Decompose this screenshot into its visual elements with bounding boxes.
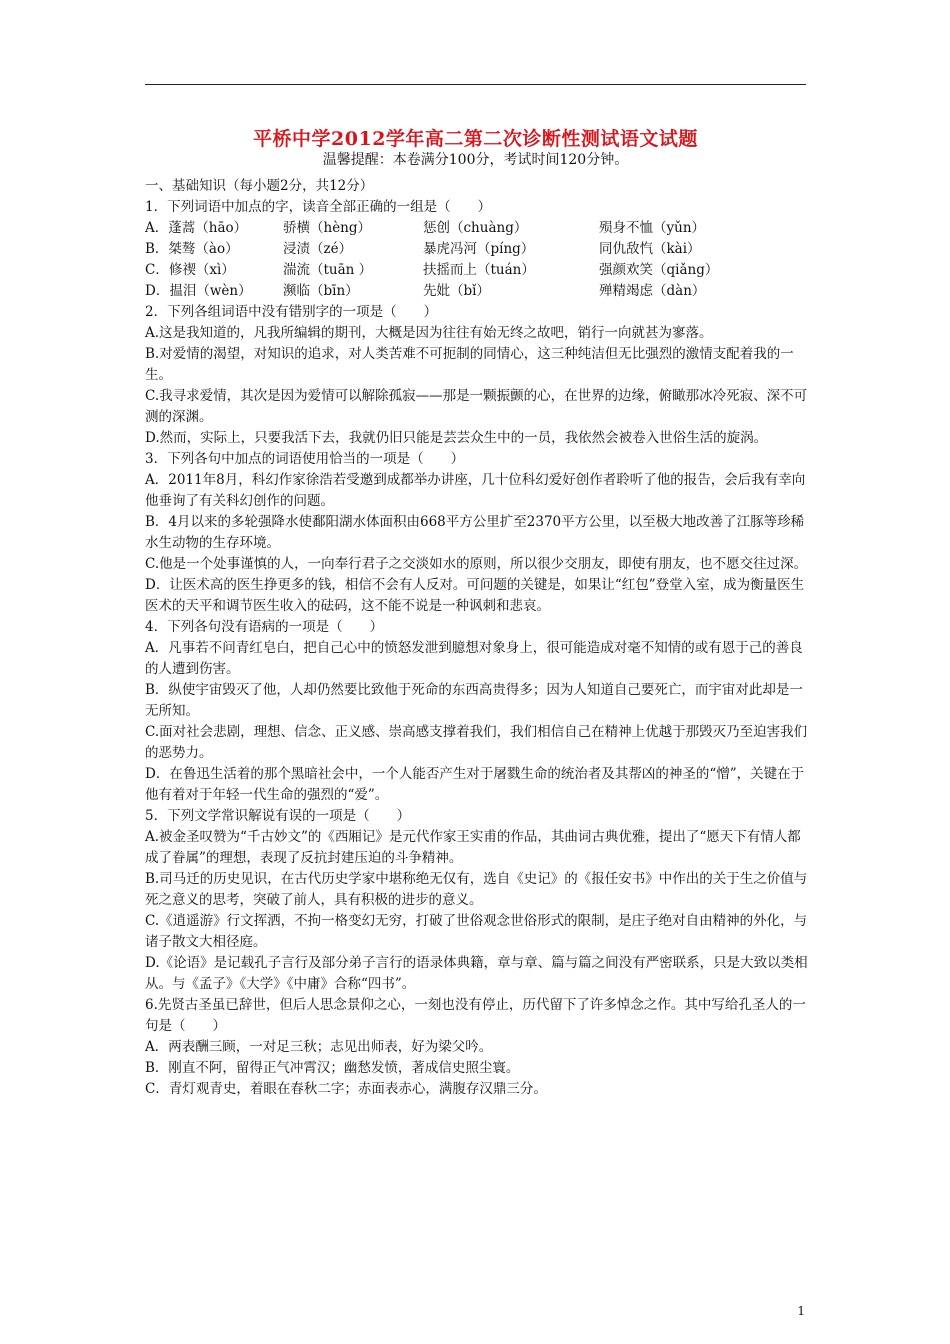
q1-a-4: 殒身不恤（yǔn）	[599, 220, 706, 236]
q1-b-3: 暴虎冯河（píng）	[423, 241, 535, 257]
question-1-stem: 1．下列词语中加点的字，读音全部正确的一组是（ ）	[145, 199, 492, 215]
question-1-row-d	[145, 281, 810, 302]
question-5-option-a: A.被金圣叹赞为“千古妙文”的《西厢记》是元代作家王实甫的作品，其曲词古典优雅，提出了“愿天下有情人都成了眷属”的理想，表现了反抗封建压迫的斗争精神。	[145, 829, 801, 866]
question-1-row-b	[145, 239, 810, 260]
q1-a-2: 骄横（hèng）	[283, 220, 372, 236]
q1-a-3: 惩创（chuàng）	[423, 220, 528, 236]
q1-d-2: 濒临（bīn）	[283, 283, 359, 299]
q1-b-1: B．桀骜（ào）	[145, 241, 239, 257]
question-2-stem: 2．下列各组词语中没有错别字的一项是（ ）	[145, 304, 438, 320]
exam-content	[145, 176, 810, 1100]
question-1-row-a	[145, 218, 810, 239]
q1-d-1: D．揾泪（wèn）	[145, 283, 252, 299]
question-4-option-d: D．在鲁迅生活着的那个黑暗社会中，一个人能否产生对于屠戮生命的统治者及其帮凶的神圣的“憎”，关键在于他有着对于年轻一代生命的强烈的“爱”。	[145, 766, 805, 803]
page-number: 1	[797, 1304, 805, 1318]
q1-d-3: 先妣（bǐ）	[423, 283, 490, 299]
question-4-stem: 4．下列各句没有语病的一项是（ ）	[145, 619, 384, 635]
header-rule	[145, 84, 806, 85]
q1-d-4: 殚精竭虑（dàn）	[599, 283, 706, 299]
question-4-option-b: B．纵使宇宙毁灭了他，人却仍然要比致他于死命的东西高贵得多；因为人知道自己要死亡，而宇宙对此却是一无所知。	[145, 682, 803, 719]
question-2-option-b: B.对爱情的渴望，对知识的追求，对人类苦难不可扼制的同情心，这三种纯洁但无比强烈的激情支配着我的一生。	[145, 346, 794, 383]
question-3-option-a: A．2011年8月，科幻作家徐浩若受邀到成都举办讲座，几十位科幻爱好创作者聆听了他的报告，会后我有幸向他垂询了有关科幻创作的问题。	[145, 472, 806, 509]
q1-b-2: 浸渍（zé）	[283, 241, 353, 257]
question-4-option-c: C.面对社会悲剧，理想、信念、正义感、崇高感支撑着我们，我们相信自己在精神上优越于那毁灭乃至迫害我们的恶势力。	[145, 724, 808, 761]
question-5-stem: 5．下列文学常识解说有误的一项是（ ）	[145, 808, 411, 824]
q1-c-1: C．修禊（xì）	[145, 262, 235, 278]
question-2-option-c: C.我寻求爱情，其次是因为爱情可以解除孤寂——那是一颗振颤的心，在世界的边缘，俯瞰那冰冷死寂、深不可测的深渊。	[145, 388, 808, 425]
section-heading: 一、基础知识（每小题2分，共12分）	[145, 178, 374, 194]
question-2-option-a: A.这是我知道的，凡我所编辑的期刊，大概是因为往往有始无终之故吧，销行一向就甚为寥落。	[145, 325, 713, 341]
q1-c-2: 湍流（tuān ）	[283, 262, 373, 278]
question-1-row-c	[145, 260, 810, 281]
q1-b-4: 同仇敌忾（kài）	[599, 241, 701, 257]
question-6-option-a: A．两表酬三顾，一对足三秋；志见出师表，好为梁父吟。	[145, 1039, 493, 1055]
question-6-option-b: B．刚直不阿，留得正气冲霄汉；幽愁发愤，著成信史照尘寰。	[145, 1060, 520, 1076]
question-3-option-d: D．让医术高的医生挣更多的钱，相信不会有人反对。可问题的关键是，如果让“红包”登堂入室，成为衡量医生医术的天平和调节医生收入的砝码，这不能不说是一种讽刺和悲哀。	[145, 577, 805, 614]
q1-a-1: A．蓬蒿（hāo）	[145, 220, 248, 236]
question-5-option-c: C.《逍遥游》行文挥洒，不拘一格变幻无穷，打破了世俗观念世俗形式的限制，是庄子绝对自由精神的外化，与诸子散文大相径庭。	[145, 913, 808, 950]
question-3-option-c: C.他是一个处事谨慎的人，一向奉行君子之交淡如水的原则，所以很少交朋友，即使有朋友，也不愿交往过深。	[145, 556, 808, 572]
q1-c-4: 强颜欢笑（qiǎng）	[599, 262, 719, 278]
question-4-option-a: A．凡事若不问青红皂白，把自己心中的愤怒发泄到臆想对象身上，很可能造成对毫不知情的或有恩于己的善良的人遭到伤害。	[145, 640, 803, 677]
question-6-stem: 6.先贤古圣虽已辞世，但后人思念景仰之心，一刻也没有停止，历代留下了许多悼念之作。其中写给孔圣人的一句是（ ）	[145, 997, 806, 1034]
question-2-option-d: D.然而，实际上，只要我活下去，我就仍旧只能是芸芸众生中的一员，我依然会被卷入世俗生活的旋涡。	[145, 430, 768, 446]
q1-c-3: 扶摇而上（tuán）	[423, 262, 535, 278]
question-5-option-b: B.司马迁的历史见识，在古代历史学家中堪称绝无仅有，选自《史记》的《报任安书》中作出的关于生之价值与死之意义的思考，突破了前人，具有积极的进步的意义。	[145, 871, 808, 908]
question-5-option-d: D.《论语》是记载孔子言行及部分弟子言行的语录体典籍，章与章、篇与篇之间没有严密联系，只是大致以类相从。与《孟子》《大学》《中庸》合称“四书”。	[145, 955, 808, 992]
question-6-option-c: C．青灯观青史，着眼在春秋二字；赤面表赤心，满腹存汉鼎三分。	[145, 1081, 547, 1097]
question-3-option-b: B．4月以来的多轮强降水使鄱阳湖水体面积由668平方公里扩至2370平方公里，以至极大地改善了江豚等珍稀水生动物的生存环境。	[145, 514, 805, 551]
page-title: 平桥中学2012学年高二第二次诊断性测试语文试题	[253, 128, 698, 150]
question-3-stem: 3．下列各句中加点的词语使用恰当的一项是（ ）	[145, 451, 465, 467]
exam-notice: 温馨提醒：本卷满分100分，考试时间120分钟。	[322, 152, 629, 168]
